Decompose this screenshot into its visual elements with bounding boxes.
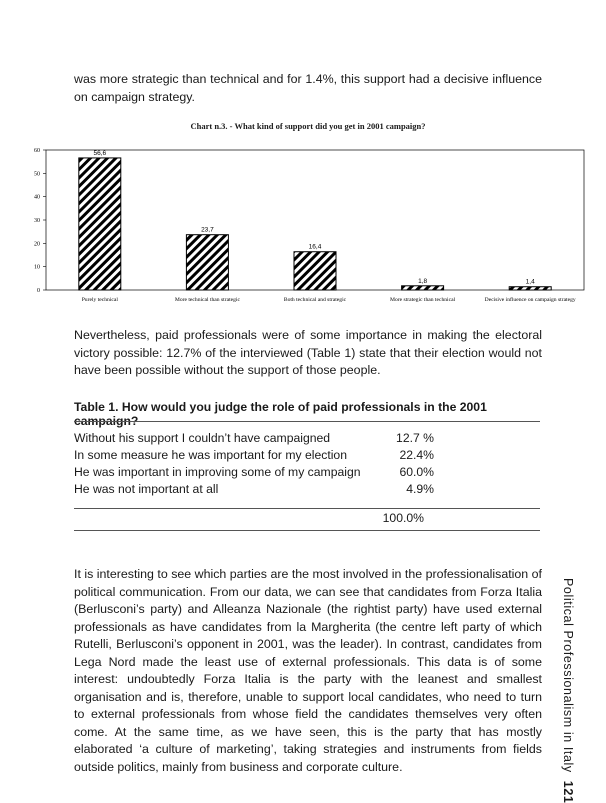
bar xyxy=(402,286,444,290)
data-label: 1,4 xyxy=(525,278,535,286)
y-tick-label: 20 xyxy=(34,241,40,248)
row-label: Without his support I couldn’t have campaigned xyxy=(74,431,331,445)
category-label: More strategic than technical xyxy=(390,297,456,303)
table-top-rule xyxy=(74,421,540,422)
category-label: Both technical and strategic xyxy=(283,297,347,303)
y-tick-label: 40 xyxy=(34,194,40,201)
page-number: 121 xyxy=(561,780,575,803)
running-title: Political Professionalism in Italy xyxy=(561,578,575,773)
bar xyxy=(79,158,121,290)
y-tick-label: 10 xyxy=(34,264,40,271)
y-tick-label: 0 xyxy=(37,288,40,294)
category-label: More technical than strategic xyxy=(174,297,240,303)
table-row xyxy=(74,447,434,464)
table-total: 100.0% xyxy=(382,511,424,525)
row-label: He was important in improving some of my campaign xyxy=(74,465,361,479)
table-title: Table 1. How would you judge the role of paid professionals in the 2001 campaign? xyxy=(74,400,487,428)
table-row xyxy=(74,481,434,498)
data-label: 23,7 xyxy=(201,226,214,234)
row-label: He was not important at all xyxy=(74,482,219,496)
category-label: Decisive influence on campaign strategy xyxy=(484,297,576,303)
row-value: 60.0% xyxy=(399,465,434,479)
row-label: In some measure he was important for my election xyxy=(74,448,347,462)
data-label: 56,6 xyxy=(93,149,107,157)
bar xyxy=(186,235,228,290)
bar xyxy=(509,287,551,290)
category-label: Purely technical xyxy=(81,297,118,303)
data-label: 16,4 xyxy=(308,243,322,251)
paragraph-bottom: It is interesting to see which parties are the most involved in the professionalisation of political communication. From our data, we can see that candidates from Forza Italia (Berlusconi’s party) and Alleanza Nazionale (the rightist party) have used external professionals as have candidates from la Margherita (the centre left party of which Rutelli, Berlusconi’s opponent in 2001, was the leader). In contrast, candidates from Lega Nord made the least use of external professionals. This data is of some interest: undoubtedly Forza Italia is the party with the leanest and smallest organisation and is, therefore, unable to support local candidates, who need to turn to external professionals from whose field the candidates themselves very often come. At the same time, as we have seen, this is the party that has mostly elaborated ‘a culture of marketing’, taking strategies and instruments from fields outside politics, mainly from business and corporate culture. xyxy=(74,567,542,774)
row-value: 22.4% xyxy=(399,448,434,462)
table-total-rule xyxy=(74,508,540,509)
table-row xyxy=(74,430,434,447)
bar xyxy=(294,252,336,290)
chart-title: Chart n.3. - What kind of support did you get in 2001 campaign? xyxy=(190,121,426,131)
y-tick-label: 30 xyxy=(34,218,40,224)
bar-chart xyxy=(30,140,590,310)
paragraph-top: was more strategic than technical and for 1.4%, this support had a decisive influence on campaign strategy. xyxy=(74,72,542,104)
row-value: 12.7 % xyxy=(396,431,434,445)
table-row xyxy=(74,464,434,481)
paragraph-middle: Nevertheless, paid professionals were of some importance in making the electoral victory possible: 12.7% of the interviewed (Table 1) state that their election would not have been possible without the support of those people. xyxy=(74,328,542,377)
table-bottom-rule xyxy=(74,530,540,531)
y-tick-label: 50 xyxy=(34,171,40,178)
data-label: 1,8 xyxy=(418,277,428,285)
running-header xyxy=(556,578,580,803)
row-value: 4.9% xyxy=(406,482,434,496)
y-tick-label: 60 xyxy=(34,148,40,154)
